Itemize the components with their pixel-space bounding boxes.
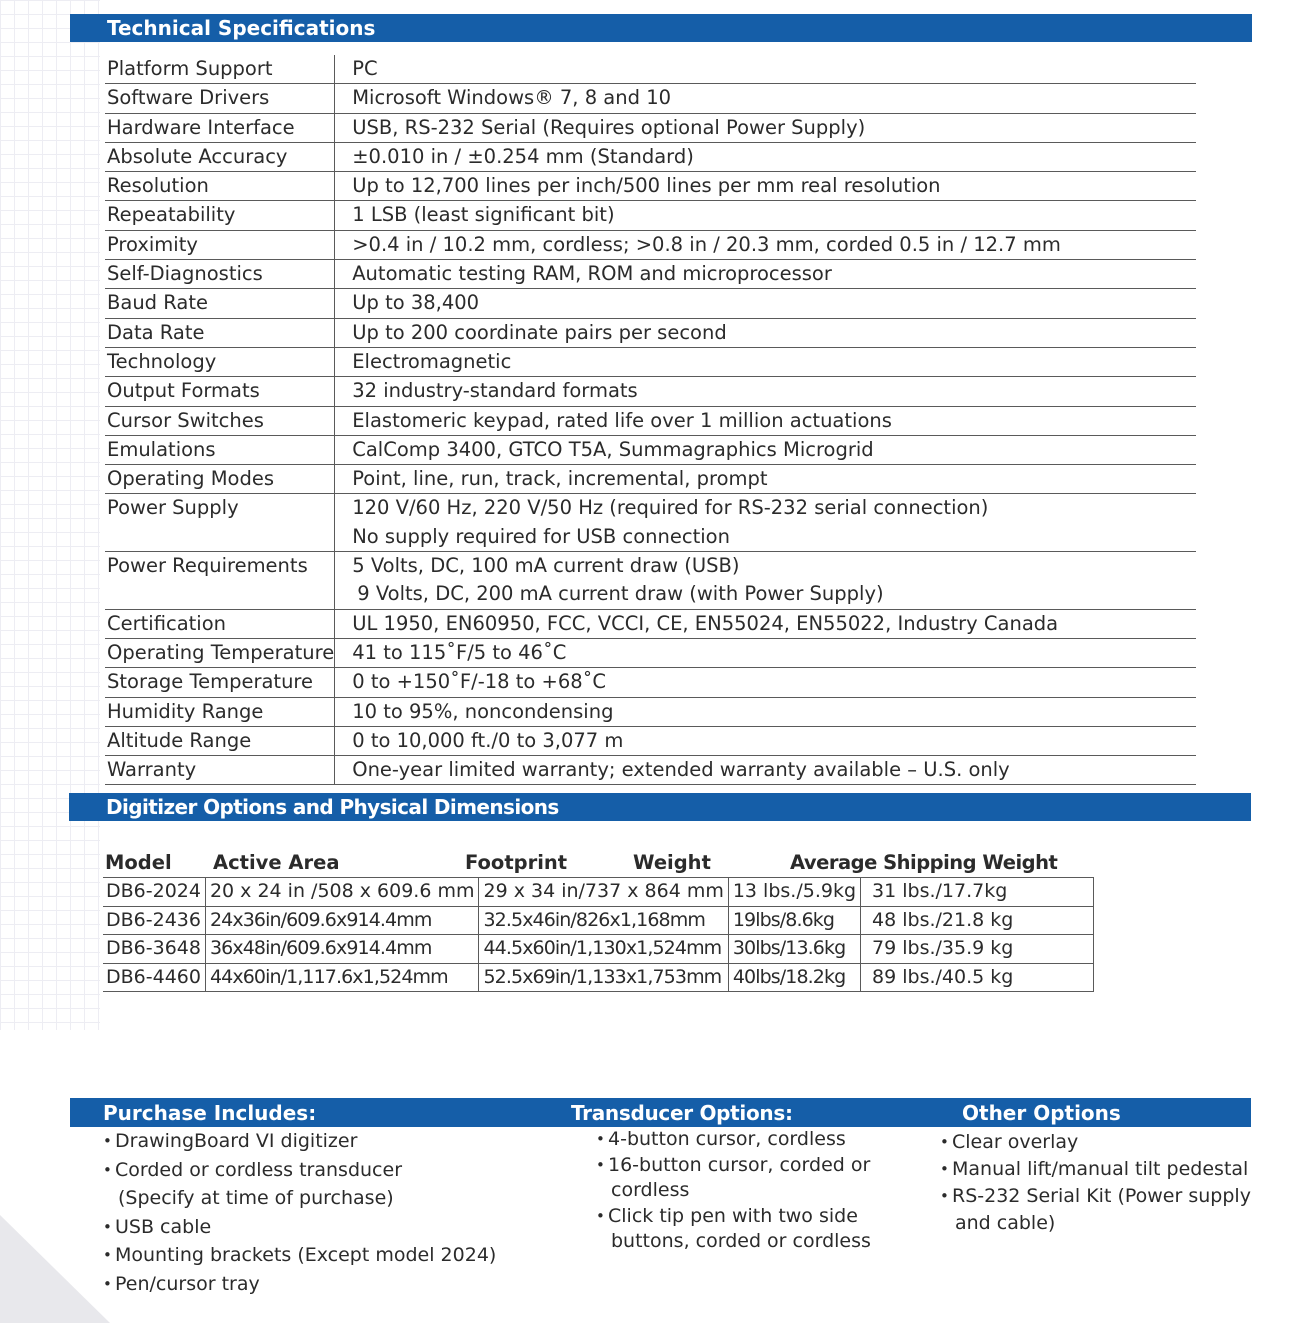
spec-row — [105, 552, 1196, 610]
spec-row — [105, 318, 1196, 347]
spec-value — [335, 142, 1196, 171]
spec-label: Repeatability — [105, 201, 335, 230]
table-row — [103, 963, 1094, 992]
spec-value-line: No supply required for USB connection — [352, 524, 730, 548]
spec-row — [105, 289, 1196, 318]
list-item — [596, 1204, 871, 1255]
spec-label: Baud Rate — [105, 289, 335, 318]
list-item-text: 16-button cursor, corded or — [608, 1153, 871, 1176]
tech-specs-table — [105, 55, 1196, 785]
dimensions-column-headers — [0, 851, 1100, 877]
spec-value — [335, 697, 1196, 726]
spec-value — [335, 377, 1196, 406]
spec-row — [105, 347, 1196, 376]
spec-label: Operating Temperature — [105, 638, 335, 667]
spec-value-line: 41 to 115˚F/5 to 46˚C — [352, 640, 567, 664]
spec-value-line: >0.4 in / 10.2 mm, cordless; >0.8 in / 20.3 mm, corded 0.5 in / 12.7 mm — [352, 232, 1061, 256]
spec-label: Storage Temperature — [105, 668, 335, 697]
list-item — [940, 1183, 1251, 1237]
list-item-text: 4-button cursor, cordless — [608, 1128, 846, 1150]
spec-label: Power Requirements — [105, 552, 335, 610]
table-cell: 79 lbs./35.9 kg — [861, 935, 1094, 964]
table-cell: 44x60in/1,117.6x1,524mm — [205, 963, 479, 992]
spec-row — [105, 697, 1196, 726]
list-item-text: RS-232 Serial Kit (Power supply — [952, 1185, 1251, 1207]
spec-label: Humidity Range — [105, 697, 335, 726]
spec-label: Cursor Switches — [105, 406, 335, 435]
spec-value — [335, 609, 1196, 638]
spec-label: Self-Diagnostics — [105, 260, 335, 289]
spec-label: Operating Modes — [105, 465, 335, 494]
list-item — [596, 1127, 871, 1153]
table-cell: 40lbs/18.2kg — [728, 963, 860, 992]
table-cell: 24x36in/609.6x914.4mm — [205, 906, 479, 935]
spec-value-line: USB, RS-232 Serial (Requires optional Power Supply) — [352, 115, 866, 139]
spec-value — [335, 84, 1196, 113]
list-item — [103, 1156, 496, 1213]
spec-value-line: 5 Volts, DC, 100 mA current draw (USB) — [352, 554, 740, 578]
table-cell: 89 lbs./40.5 kg — [861, 963, 1094, 992]
table-row — [103, 935, 1094, 964]
spec-value — [335, 347, 1196, 376]
spec-label: Hardware Interface — [105, 113, 335, 142]
digitizer-options-header: Digitizer Options and Physical Dimensions — [69, 793, 1251, 821]
spec-value-line: ±0.010 in / ±0.254 mm (Standard) — [352, 144, 694, 168]
spec-row — [105, 638, 1196, 667]
list-item — [103, 1270, 496, 1299]
spec-value — [335, 172, 1196, 201]
col-header-weight: Weight — [633, 851, 711, 874]
list-item-text: Click tip pen with two side — [608, 1204, 858, 1227]
spec-row — [105, 494, 1196, 552]
spec-label: Technology — [105, 347, 335, 376]
spec-value-line: 1 LSB (least significant bit) — [352, 203, 615, 227]
spec-value — [335, 435, 1196, 464]
spec-row — [105, 609, 1196, 638]
list-item-text: Mounting brackets (Except model 2024) — [115, 1244, 497, 1266]
other-options-title: Other Options — [962, 1101, 1121, 1125]
spec-row — [105, 756, 1196, 785]
spec-row — [105, 230, 1196, 259]
table-cell: 48 lbs./21.8 kg — [861, 906, 1094, 935]
list-item-text: Corded or cordless transducer — [115, 1158, 403, 1181]
spec-value — [335, 668, 1196, 697]
spec-value-line: 32 industry-standard formats — [352, 379, 638, 403]
table-cell: DB6-2436 — [103, 906, 205, 935]
transducer-options-title: Transducer Options: — [571, 1101, 793, 1125]
spec-label: Output Formats — [105, 377, 335, 406]
list-item-text: DrawingBoard VI digitizer — [115, 1130, 358, 1152]
list-item — [103, 1213, 496, 1242]
spec-value — [335, 494, 1196, 552]
spec-value-line: PC — [352, 57, 378, 80]
spec-row — [105, 84, 1196, 113]
list-item — [940, 1156, 1251, 1183]
transducer-options-list — [596, 1127, 871, 1255]
spec-row — [105, 201, 1196, 230]
corner-decoration — [0, 1215, 110, 1323]
list-item-text-cont: cordless — [611, 1179, 690, 1201]
spec-value — [335, 55, 1196, 84]
spec-value — [335, 465, 1196, 494]
spec-label: Certification — [105, 609, 335, 638]
table-row — [103, 878, 1094, 907]
spec-value-line: Up to 12,700 lines per inch/500 lines per mm real resolution — [352, 174, 941, 198]
spec-label: Warranty — [105, 756, 335, 785]
spec-row — [105, 435, 1196, 464]
table-cell: 30lbs/13.6kg — [728, 935, 860, 964]
spec-label: Power Supply — [105, 494, 335, 552]
spec-label: Absolute Accuracy — [105, 142, 335, 171]
list-item-text-cont: buttons, corded or cordless — [611, 1230, 871, 1252]
spec-label: Proximity — [105, 230, 335, 259]
spec-value — [335, 289, 1196, 318]
dimensions-table — [103, 877, 1094, 992]
spec-row — [105, 377, 1196, 406]
spec-row — [105, 113, 1196, 142]
spec-value-line: 0 to +150˚F/-18 to +68˚C — [352, 670, 607, 694]
spec-value — [335, 552, 1196, 610]
table-cell: DB6-4460 — [103, 963, 205, 992]
spec-value — [335, 113, 1196, 142]
list-item — [596, 1153, 871, 1204]
list-item-text-cont: and cable) — [955, 1212, 1056, 1234]
spec-value-line: 120 V/60 Hz, 220 V/50 Hz (required for RS-232 serial connection) — [352, 496, 989, 520]
spec-value-line: 0 to 10,000 ft./0 to 3,077 m — [352, 728, 624, 752]
spec-value-line: Automatic testing RAM, ROM and microprocessor — [352, 262, 832, 286]
purchase-includes-list — [103, 1127, 496, 1298]
purchase-includes-title: Purchase Includes: — [103, 1101, 317, 1125]
table-cell: 44.5x60in/1,130x1,524mm — [479, 935, 728, 964]
spec-value-line: UL 1950, EN60950, FCC, VCCI, CE, EN55024, EN55022, Industry Canada — [352, 611, 1059, 635]
spec-value-line: CalComp 3400, GTCO T5A, Summagraphics Microgrid — [352, 437, 874, 461]
table-cell: 13 lbs./5.9kg — [728, 878, 860, 907]
spec-row — [105, 142, 1196, 171]
spec-row — [105, 260, 1196, 289]
table-cell: 31 lbs./17.7kg — [861, 878, 1094, 907]
other-options-list — [940, 1129, 1251, 1237]
spec-value-line: Elastomeric keypad, rated life over 1 million actuations — [352, 408, 892, 432]
spec-label: Emulations — [105, 435, 335, 464]
table-cell: 36x48in/609.6x914.4mm — [205, 935, 479, 964]
tech-specs-header: Technical Specifications — [70, 14, 1252, 42]
table-cell: DB6-3648 — [103, 935, 205, 964]
spec-value-line: Microsoft Windows® 7, 8 and 10 — [352, 86, 672, 110]
spec-label: Data Rate — [105, 318, 335, 347]
table-cell: DB6-2024 — [103, 878, 205, 907]
spec-value-line: Electromagnetic — [352, 349, 512, 373]
spec-value-line: Up to 38,400 — [352, 291, 480, 315]
spec-row — [105, 55, 1196, 84]
spec-value — [335, 201, 1196, 230]
table-cell: 29 x 34 in/737 x 864 mm — [479, 878, 728, 907]
spec-row — [105, 465, 1196, 494]
list-item — [103, 1127, 496, 1156]
spec-value — [335, 230, 1196, 259]
spec-row — [105, 406, 1196, 435]
table-cell: 20 x 24 in /508 x 609.6 mm — [205, 878, 479, 907]
spec-value — [335, 638, 1196, 667]
table-row — [103, 906, 1094, 935]
col-header-footprint: Footprint — [465, 851, 568, 874]
spec-value-line: 10 to 95%, noncondensing — [352, 699, 614, 723]
list-item-text: Manual lift/manual tilt pedestal — [952, 1158, 1249, 1180]
spec-value-line: Point, line, run, track, incremental, prompt — [352, 467, 768, 491]
list-item-text: USB cable — [115, 1215, 212, 1238]
spec-value — [335, 756, 1196, 785]
spec-row — [105, 726, 1196, 755]
spec-label: Platform Support — [105, 55, 335, 84]
col-header-shipping-weight: Average Shipping Weight — [790, 851, 1058, 874]
table-cell: 32.5x46in/826x1,168mm — [479, 906, 728, 935]
spec-row — [105, 668, 1196, 697]
spec-row — [105, 172, 1196, 201]
spec-value — [335, 260, 1196, 289]
spec-value — [335, 406, 1196, 435]
col-header-active-area: Active Area — [213, 851, 340, 874]
spec-value-line: 9 Volts, DC, 200 mA current draw (with Power Supply) — [357, 582, 884, 606]
list-item-text-cont: (Specify at time of purchase) — [118, 1187, 394, 1209]
list-item-text: Clear overlay — [952, 1131, 1079, 1153]
spec-label: Resolution — [105, 172, 335, 201]
bottom-sections-header — [70, 1098, 1251, 1127]
table-cell: 52.5x69in/1,133x1,753mm — [479, 963, 728, 992]
spec-label: Altitude Range — [105, 726, 335, 755]
spec-value — [335, 318, 1196, 347]
list-item — [940, 1129, 1251, 1156]
list-item-text: Pen/cursor tray — [115, 1272, 260, 1295]
spec-value-line: One-year limited warranty; extended warranty available – U.S. only — [352, 758, 1010, 782]
spec-label: Software Drivers — [105, 84, 335, 113]
list-item — [103, 1241, 496, 1270]
col-header-model: Model — [105, 851, 172, 874]
table-cell: 19lbs/8.6kg — [728, 906, 860, 935]
spec-value-line: Up to 200 coordinate pairs per second — [352, 320, 727, 344]
spec-value — [335, 726, 1196, 755]
